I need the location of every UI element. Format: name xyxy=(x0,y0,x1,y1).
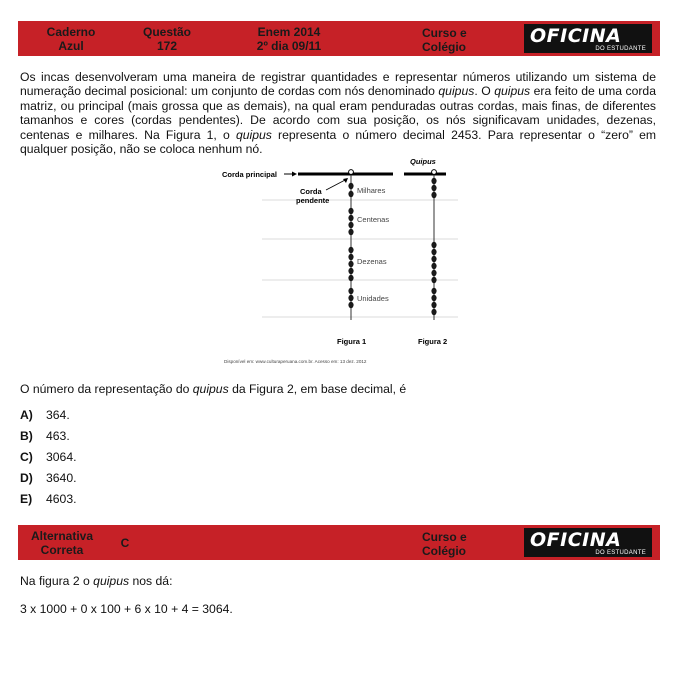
figura1-caption: Figura 1 xyxy=(337,337,367,346)
curso-cell xyxy=(422,26,492,54)
logo-sub: DO ESTUDANTE xyxy=(595,550,646,556)
question-pre: O número da representação do xyxy=(20,382,193,396)
option-d[interactable] xyxy=(20,470,77,491)
curso-line2: Colégio xyxy=(422,544,466,558)
knot xyxy=(431,277,436,283)
corda-principal-label: Corda principal xyxy=(222,170,278,179)
milhares-label: Milhares xyxy=(357,186,386,195)
solution-quipus: quipus xyxy=(93,574,130,588)
centenas-label: Centenas xyxy=(357,215,390,224)
unidades-label: Unidades xyxy=(357,294,389,303)
option-text: 364. xyxy=(46,408,70,422)
questao-label: Questão xyxy=(142,25,191,39)
solution-equation: 3 x 1000 + 0 x 100 + 6 x 10 + 4 = 3064. xyxy=(20,602,233,616)
knot xyxy=(431,185,436,191)
knot xyxy=(348,302,353,308)
knot xyxy=(431,288,436,294)
knot xyxy=(348,208,353,214)
caderno-cell xyxy=(36,25,106,53)
logo-text: OFICINA xyxy=(530,529,622,551)
knot xyxy=(348,247,353,253)
statement-part-3: era feito de uma corda matriz, ou principal (mais grossa que as demais), na qual eram penduradas outras cordas, mais finas, de diferentes tamanhos e cores (cordas pendentes). De acordo com sua posição, os nós significavam unidades, dezenas, centenas e milhares. Na Figura 1, o xyxy=(20,84,656,142)
question-text xyxy=(20,382,406,396)
figura2-caption: Figura 2 xyxy=(418,337,448,346)
corda-pendente-arrow xyxy=(326,179,347,190)
solution-pre: Na figura 2 o xyxy=(20,574,94,588)
option-e[interactable] xyxy=(20,491,77,512)
questao-value: 172 xyxy=(156,39,178,53)
statement-part-2: . O xyxy=(474,84,495,99)
option-key: A) xyxy=(20,408,33,422)
knot xyxy=(348,268,353,274)
option-key: E) xyxy=(20,492,33,506)
knot xyxy=(431,309,436,315)
alternativa-label-1: Alternativa xyxy=(30,529,94,543)
solution-post: nos dá: xyxy=(129,574,173,588)
curso-line2: Colégio xyxy=(422,40,466,54)
curso-line1: Curso e xyxy=(422,530,467,544)
knot xyxy=(348,229,353,235)
statement-quipus-2: quipus xyxy=(494,84,531,99)
knot xyxy=(431,192,436,198)
knot xyxy=(431,295,436,301)
header-bar xyxy=(18,21,660,56)
exam-value: 2º dia 09/11 xyxy=(256,39,322,53)
knot xyxy=(431,302,436,308)
alternativa-label-2: Correta xyxy=(40,543,84,557)
knot xyxy=(348,215,353,221)
knot xyxy=(348,275,353,281)
option-text: 463. xyxy=(46,429,70,443)
quipus-diagram xyxy=(222,158,458,366)
curso-line1: Curso e xyxy=(422,26,467,40)
knot xyxy=(431,242,436,248)
dezenas-label: Dezenas xyxy=(357,257,387,266)
option-key: B) xyxy=(20,429,33,443)
figura1-cord-loop xyxy=(349,170,354,175)
knot xyxy=(348,183,353,189)
knot xyxy=(348,288,353,294)
knot xyxy=(348,261,353,267)
figura2-cord-loop xyxy=(432,170,437,175)
statement-paragraph xyxy=(20,70,656,156)
statement-quipus-1: quipus xyxy=(438,84,475,99)
correct-answer xyxy=(118,536,132,550)
corda-principal-arrowhead xyxy=(292,172,297,177)
option-a[interactable] xyxy=(20,407,77,428)
option-c[interactable] xyxy=(20,449,77,470)
knot xyxy=(431,263,436,269)
curso-cell-2 xyxy=(422,530,492,558)
knot xyxy=(348,254,353,260)
option-text: 4603. xyxy=(46,492,77,506)
knot xyxy=(348,295,353,301)
knot xyxy=(431,178,436,184)
quipus-figure xyxy=(222,158,458,366)
figure-source: Disponível em: www.culturaperuana.com.br. Acesso em: 13 dez. 2012 xyxy=(224,359,367,364)
answer-bar xyxy=(18,525,660,560)
knot xyxy=(348,222,353,228)
corda-pendente-label-2: pendente xyxy=(296,196,330,205)
questao-cell xyxy=(132,25,202,53)
option-text: 3064. xyxy=(46,450,77,464)
alternativa-cell xyxy=(22,529,102,557)
caderno-label: Caderno xyxy=(46,25,96,39)
option-key: D) xyxy=(20,471,33,485)
exam-label: Enem 2014 xyxy=(257,25,321,39)
option-text: 3640. xyxy=(46,471,77,485)
correct-answer-value: C xyxy=(120,536,130,550)
solution-intro xyxy=(20,574,172,588)
statement-quipus-3: quipus xyxy=(235,127,272,142)
knot xyxy=(431,256,436,262)
oficina-logo xyxy=(524,528,652,557)
exam-cell xyxy=(244,25,334,53)
oficina-logo xyxy=(524,24,652,53)
logo-sub: DO ESTUDANTE xyxy=(595,46,646,52)
knot xyxy=(431,249,436,255)
option-b[interactable] xyxy=(20,428,77,449)
knot xyxy=(348,191,353,197)
question-post: da Figura 2, em base decimal, é xyxy=(228,382,407,396)
statement-part-1: Os incas desenvolveram uma maneira de registrar quantidades e representar números utilizando um sistema de numeração decimal posicional: um conjunto de cordas com nós denominado xyxy=(20,70,656,99)
answer-options xyxy=(20,407,77,512)
knot xyxy=(431,270,436,276)
statement-part-4: representa o número decimal 2453. Para representar o “zero” em qualquer posição, não se coloca nenhum nó. xyxy=(20,127,657,157)
corda-pendente-label-1: Corda xyxy=(300,187,322,196)
caderno-value: Azul xyxy=(58,39,84,53)
question-quipus: quipus xyxy=(192,382,229,396)
logo-text: OFICINA xyxy=(530,25,622,47)
quipus-label: Quipus xyxy=(410,158,436,166)
option-key: C) xyxy=(20,450,33,464)
